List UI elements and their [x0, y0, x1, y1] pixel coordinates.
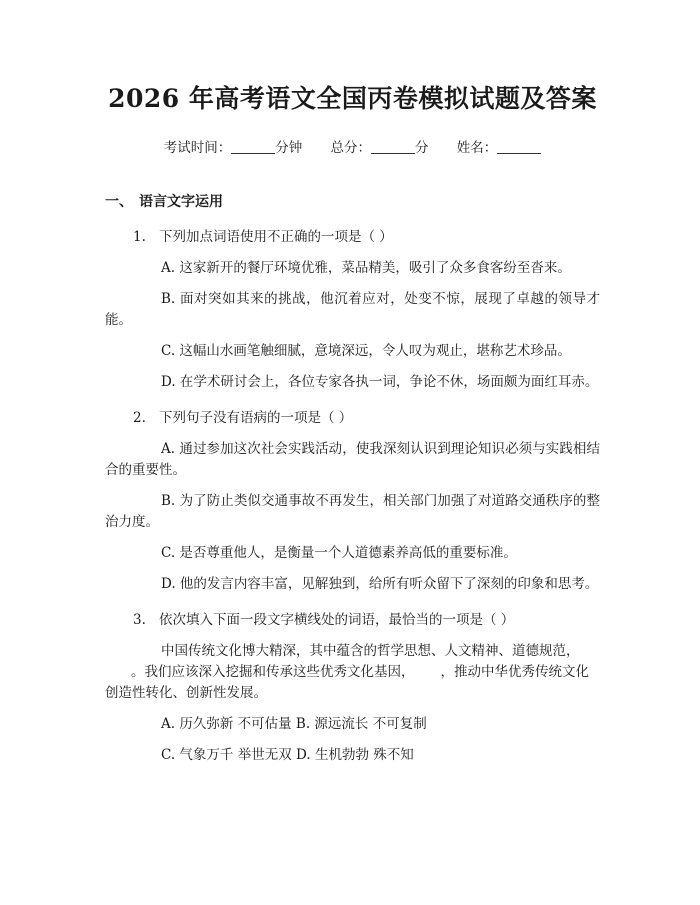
total-score: 总分： 分 — [330, 140, 429, 156]
student-name: 姓名： — [457, 140, 542, 156]
question-1-stem: 1. 下列加点词语使用不正确的一项是（ ） — [133, 229, 393, 245]
score-blank — [371, 153, 415, 154]
time-blank — [231, 153, 275, 154]
name-blank — [497, 153, 541, 154]
question-1-option-a: A. 这家新开的餐厅环境优雅，菜品精美，吸引了众多食客纷至沓来。 — [161, 260, 571, 276]
question-2-option-a: A. 通过参加这次社会实践活动，使我深刻认识到理论知识必须与实践相结合的重要性。 — [105, 441, 600, 478]
exam-meta — [105, 138, 600, 158]
question-2-stem: 2. 下列句子没有语病的一项是（ ） — [133, 410, 353, 426]
question-3-options-ab: A. 历久弥新 不可估量 B. 源远流长 不可复制 — [161, 716, 427, 732]
question-2-option-b: B. 为了防止类似交通事故不再发生，相关部门加强了对道路交通秩序的整治力度。 — [105, 493, 600, 530]
question-3-options-cd: C. 气象万千 举世无双 D. 生机勃勃 殊不知 — [161, 747, 414, 763]
question-2-option-d: D. 他的发言内容丰富，见解独到，给所有听众留下了深刻的印象和思考。 — [161, 576, 599, 592]
question-3-passage: 中国传统文化博大精深，其中蕴含的哲学思想、人文精神、道德规范，。我们应该深入挖掘和传承这些优秀文化基因， ，推动中华优秀传统文化创造性转化、创新性发展。 — [105, 643, 589, 701]
section-heading: 一、 语言文字运用 — [105, 194, 223, 210]
question-1-option-d: D. 在学术研讨会上，各位专家各执一词，争论不休，场面颇为面红耳赤。 — [161, 374, 599, 390]
question-1-option-b: B. 面对突如其来的挑战，他沉着应对，处变不惊，展现了卓越的领导才能。 — [105, 291, 600, 328]
question-1-option-c: C. 这幅山水画笔触细腻，意境深远，令人叹为观止，堪称艺术珍品。 — [161, 343, 571, 359]
exam-time: 考试时间： 分钟 — [163, 140, 303, 156]
page-title: 2026 年高考语文全国丙卷模拟试题及答案 — [108, 84, 597, 113]
question-3-stem: 3. 依次填入下面一段文字横线处的词语，最恰当的一项是（ ） — [133, 612, 515, 628]
question-2-option-c: C. 是否尊重他人，是衡量一个人道德素养高低的重要标准。 — [161, 545, 517, 561]
